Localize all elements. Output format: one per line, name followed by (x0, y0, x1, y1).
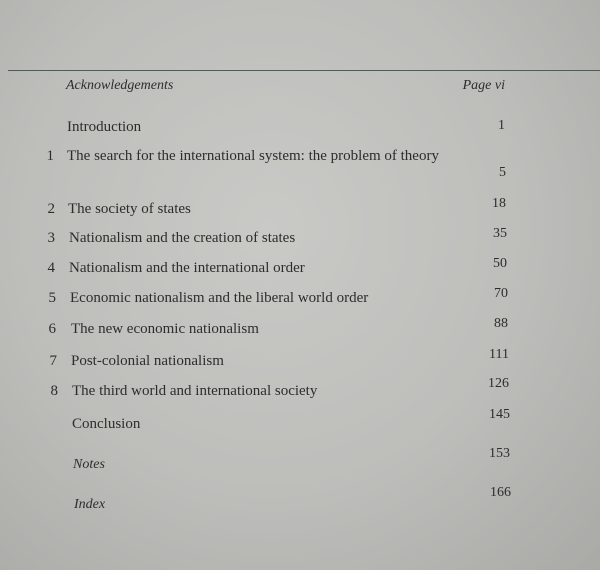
toc-entry-page: 1 (498, 118, 505, 133)
toc-entry-page: 111 (489, 347, 509, 362)
toc-entry-chapter-3 (0, 226, 600, 260)
chapter-number: 3 (47, 230, 55, 246)
toc-entry-page: Page vi (462, 78, 505, 93)
toc-entry-chapter-4 (0, 256, 600, 290)
chapter-number: 5 (48, 290, 56, 306)
toc-entry-page: 126 (488, 376, 509, 391)
toc-entry-chapter-7 (0, 347, 600, 383)
toc-entry-acknowledgements (0, 78, 600, 108)
chapter-number: 1 (46, 148, 54, 164)
toc-entry-notes (0, 446, 600, 487)
toc-entry-title: The new economic nationalism (71, 321, 259, 337)
toc-entry-title: Acknowledgements (66, 78, 174, 93)
toc-entry-chapter-2 (0, 196, 600, 231)
toc-entry-title: Economic nationalism and the liberal world order (70, 290, 369, 306)
toc-entry-page: 145 (489, 407, 510, 422)
toc-entry-title: Conclusion (72, 416, 141, 432)
toc-entry-page: 35 (493, 226, 507, 241)
toc-entry-page: 166 (490, 485, 511, 500)
toc-entry-page: 18 (492, 196, 506, 211)
toc-entry-title: Notes (73, 457, 105, 472)
toc-entry-chapter-1 (0, 148, 600, 196)
toc-entry-chapter-6 (0, 316, 600, 351)
toc-entry-page: 50 (493, 256, 507, 271)
toc-entry-title: Index (74, 497, 106, 512)
chapter-number: 8 (50, 383, 58, 399)
chapter-number: 7 (49, 353, 57, 369)
toc-entry-title: Post-colonial nationalism (71, 353, 224, 369)
top-rule (8, 70, 600, 71)
toc-entry-title: The search for the international system: the problem of theory (67, 148, 439, 164)
toc-entry-page: 5 (499, 165, 506, 180)
toc-entry-title: The third world and international society (72, 383, 318, 399)
toc-entry-page: 88 (494, 316, 508, 331)
toc-entry-title: Introduction (67, 119, 142, 135)
chapter-number: 6 (48, 321, 56, 337)
toc-entry-page: 70 (494, 286, 508, 301)
toc-entry-title: The society of states (68, 201, 191, 217)
toc-entry-title: Nationalism and the international order (69, 260, 305, 276)
toc-entry-title: Nationalism and the creation of states (69, 230, 296, 246)
chapter-number: 2 (47, 201, 55, 217)
toc-entry-chapter-5 (0, 286, 600, 320)
toc-entry-page: 153 (489, 446, 510, 461)
toc-entry-chapter-8 (0, 376, 600, 413)
chapter-number: 4 (47, 260, 55, 276)
toc-entry-index (0, 485, 600, 527)
toc-entry-conclusion (0, 407, 600, 446)
